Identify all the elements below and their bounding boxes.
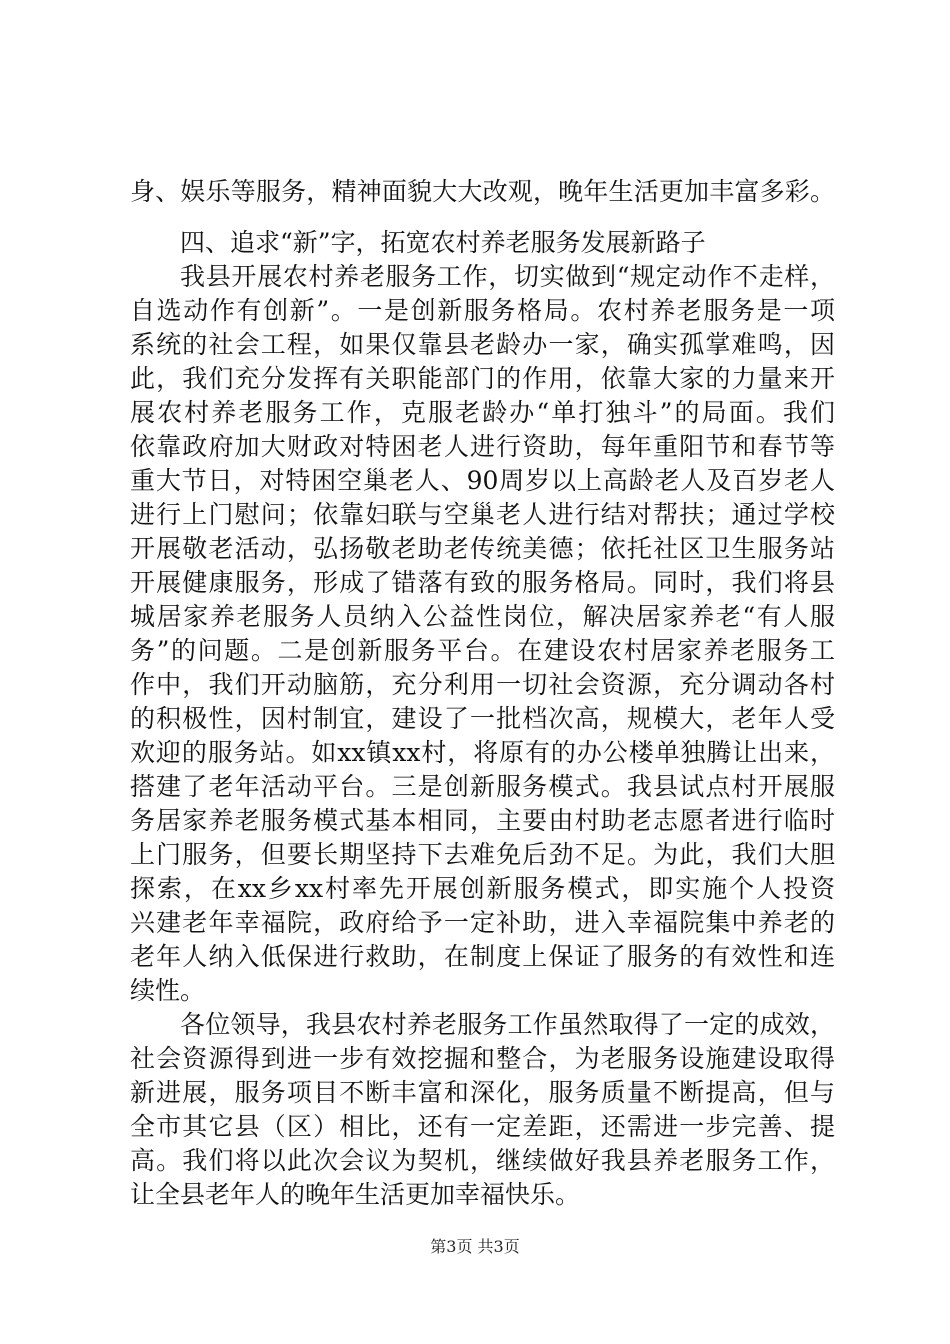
paragraph-1-line: 重大节日，对特困空巢老人、90周岁以上高龄老人及百岁老人 — [130, 466, 835, 495]
paragraph-1-line: 探索，在xx乡xx村率先开展创新服务模式，即实施个人投资 — [130, 874, 835, 903]
paragraph-2-line: 社会资源得到进一步有效挖掘和整合，为老服务设施建设取得 — [130, 1044, 835, 1073]
paragraph-2-line: 各位领导，我县农村养老服务工作虽然取得了一定的成效， — [180, 1010, 835, 1039]
paragraph-1-line: 我县开展农村养老服务工作，切实做到“规定动作不走样， — [180, 262, 835, 291]
paragraph-1-line: 上门服务，但要长期坚持下去难免后劲不足。为此，我们大胆 — [130, 840, 835, 869]
page-footer: 第3页 共3页 — [430, 1237, 520, 1256]
paragraph-1-line: 自选动作有创新”。一是创新服务格局。农村养老服务是一项 — [130, 296, 835, 325]
paragraph-1-line: 展农村养老服务工作，克服老龄办“单打独斗”的局面。我们 — [130, 398, 835, 427]
paragraph-1-line: 开展健康服务，形成了错落有致的服务格局。同时，我们将县 — [130, 568, 835, 597]
paragraph-1-line: 欢迎的服务站。如xx镇xx村，将原有的办公楼单独腾让出来， — [130, 738, 835, 767]
paragraph-1-line: 的积极性，因村制宜，建设了一批档次高，规模大，老年人受 — [130, 704, 835, 733]
section-heading: 四、追求“新”字，拓宽农村养老服务发展新路子 — [180, 228, 706, 257]
paragraph-1-line: 系统的社会工程，如果仅靠县老龄办一家，确实孤掌难鸣，因 — [130, 330, 835, 359]
paragraph-2-line: 高。我们将以此次会议为契机，继续做好我县养老服务工作， — [130, 1146, 835, 1175]
paragraph-2-line: 让全县老年人的晚年生活更加幸福快乐。 — [130, 1180, 581, 1209]
paragraph-1-line: 续性。 — [130, 976, 206, 1005]
paragraph-2-line: 新进展，服务项目不断丰富和深化，服务质量不断提高，但与 — [130, 1078, 835, 1107]
paragraph-1-line: 城居家养老服务人员纳入公益性岗位，解决居家养老“有人服 — [130, 602, 835, 631]
paragraph-1-line: 老年人纳入低保进行救助，在制度上保证了服务的有效性和连 — [130, 942, 835, 971]
paragraph-1-line: 依靠政府加大财政对特困老人进行资助，每年重阳节和春节等 — [130, 432, 835, 461]
paragraph-1-line: 进行上门慰问；依靠妇联与空巢老人进行结对帮扶；通过学校 — [130, 500, 835, 529]
paragraph-1-line: 务”的问题。二是创新服务平台。在建设农村居家养老服务工 — [130, 636, 835, 665]
intro-tail-line: 身、娱乐等服务，精神面貌大大改观，晚年生活更加丰富多彩。 — [130, 177, 835, 206]
paragraph-1-line: 作中，我们开动脑筋，充分利用一切社会资源，充分调动各村 — [130, 670, 835, 699]
paragraph-1-line: 兴建老年幸福院，政府给予一定补助，进入幸福院集中养老的 — [130, 908, 835, 937]
paragraph-1-line: 开展敬老活动，弘扬敬老助老传统美德；依托社区卫生服务站 — [130, 534, 835, 563]
paragraph-1-line: 搭建了老年活动平台。三是创新服务模式。我县试点村开展服 — [130, 772, 835, 801]
paragraph-2-line: 全市其它县（区）相比，还有一定差距，还需进一步完善、提 — [130, 1112, 835, 1141]
paragraph-1-line: 此，我们充分发挥有关职能部门的作用，依靠大家的力量来开 — [130, 364, 835, 393]
paragraph-1-line: 务居家养老服务模式基本相同，主要由村助老志愿者进行临时 — [130, 806, 835, 835]
